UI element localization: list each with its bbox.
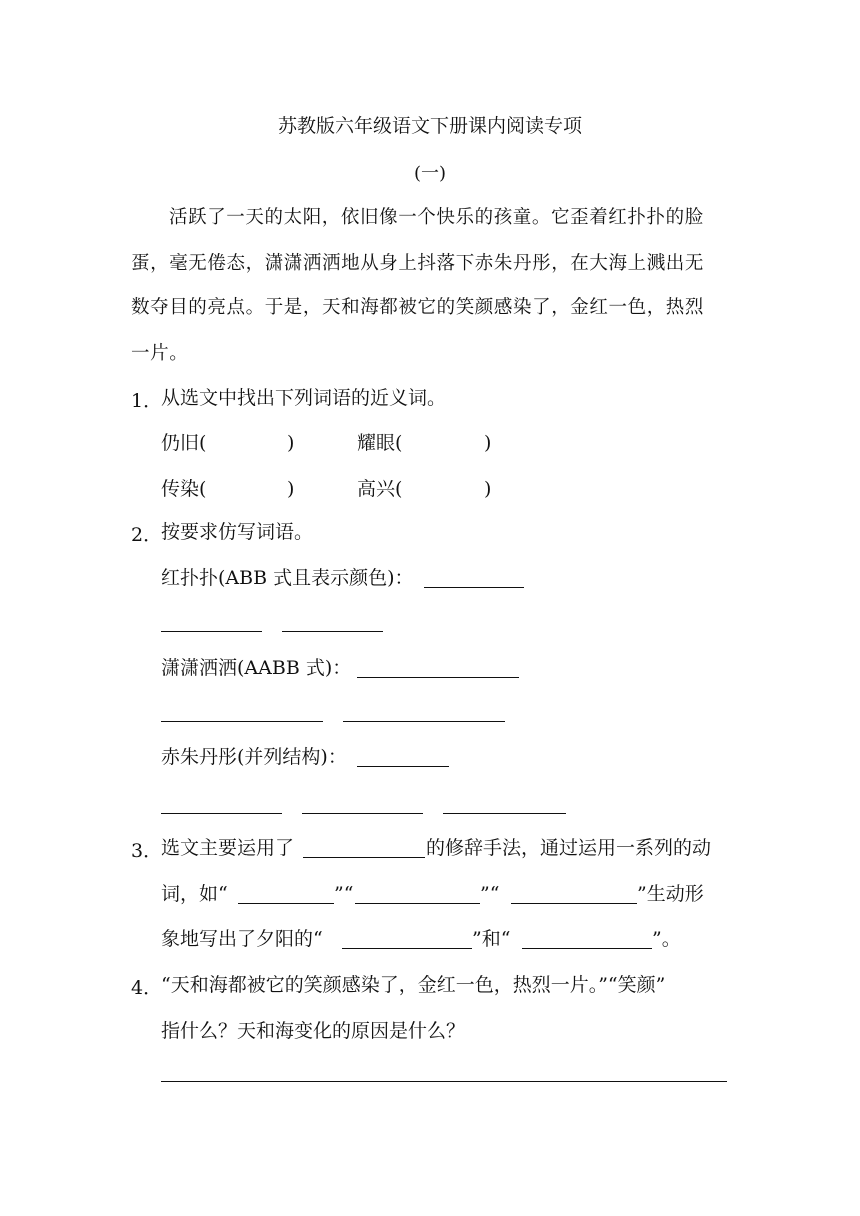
question-text: ”和“ (472, 928, 511, 950)
answer-blank[interactable] (302, 813, 423, 814)
question-text: 按要求仿写词语。 (161, 521, 314, 543)
answer-blank[interactable] (161, 631, 262, 632)
passage-line: 数夺目的亮点。于是，天和海都被它的笑颜感染了，金红一色，热烈 (131, 297, 705, 318)
question-number: 3． (131, 840, 163, 862)
passage-line: 活跃了一天的太阳，依旧像一个快乐的孩童。它歪着红扑扑的脸 (169, 207, 704, 228)
question-text: 指什么？天和海变化的原因是什么？ (161, 1020, 466, 1042)
page-title: 苏教版六年级语文下册课内阅读专项 (277, 115, 582, 137)
synonym-item: 传染( (161, 478, 207, 500)
answer-blank[interactable] (342, 948, 472, 949)
answer-blank[interactable] (343, 721, 505, 722)
question-text: 选文主要运用了 (161, 837, 295, 859)
passage-line: 蛋，毫无倦态，潇潇洒洒地从身上抖落下赤朱丹彤，在大海上溅出无 (131, 253, 705, 274)
paren-close: ) (287, 432, 295, 454)
question-text: 象地写出了夕阳的“ (161, 928, 323, 950)
answer-blank[interactable] (443, 813, 566, 814)
answer-blank[interactable] (282, 631, 383, 632)
prompt-abb: 红扑扑(ABB 式且表示颜色)： (161, 567, 414, 589)
question-text: ”“ (334, 883, 354, 905)
answer-blank[interactable] (511, 903, 637, 904)
question-text: ”“ (480, 883, 500, 905)
question-text: 的修辞手法，通过运用一系列的动 (426, 837, 712, 859)
prompt-aabb: 潇潇洒洒(AABB 式)： (161, 657, 352, 679)
question-number: 1． (131, 390, 163, 412)
answer-blank[interactable] (355, 903, 480, 904)
prompt-parallel: 赤朱丹彤(并列结构)： (161, 746, 347, 768)
answer-blank[interactable] (238, 903, 334, 904)
question-number: 2． (131, 524, 163, 546)
synonym-item: 高兴( (357, 478, 403, 500)
section-heading: (一) (413, 163, 447, 184)
question-text: ”生动形 (637, 883, 704, 905)
answer-blank[interactable] (424, 587, 524, 588)
paren-close: ) (484, 478, 492, 500)
question-text: “天和海都被它的笑颜感染了，金红一色，热烈一片。”“笑颜” (161, 974, 666, 996)
answer-blank[interactable] (161, 813, 282, 814)
answer-blank[interactable] (303, 857, 425, 858)
question-number: 4． (131, 977, 163, 999)
passage-line: 一片。 (131, 343, 189, 364)
answer-blank[interactable] (357, 677, 519, 678)
paren-close: ) (287, 478, 295, 500)
question-text: 词，如“ (161, 883, 228, 905)
question-text: ”。 (652, 928, 681, 950)
synonym-item: 仍旧( (161, 432, 207, 454)
synonym-item: 耀眼( (357, 432, 403, 454)
paren-close: ) (484, 432, 492, 454)
answer-line[interactable] (161, 1081, 727, 1082)
answer-blank[interactable] (522, 948, 652, 949)
answer-blank[interactable] (357, 766, 449, 767)
question-text: 从选文中找出下列词语的近义词。 (161, 387, 447, 409)
answer-blank[interactable] (161, 721, 323, 722)
